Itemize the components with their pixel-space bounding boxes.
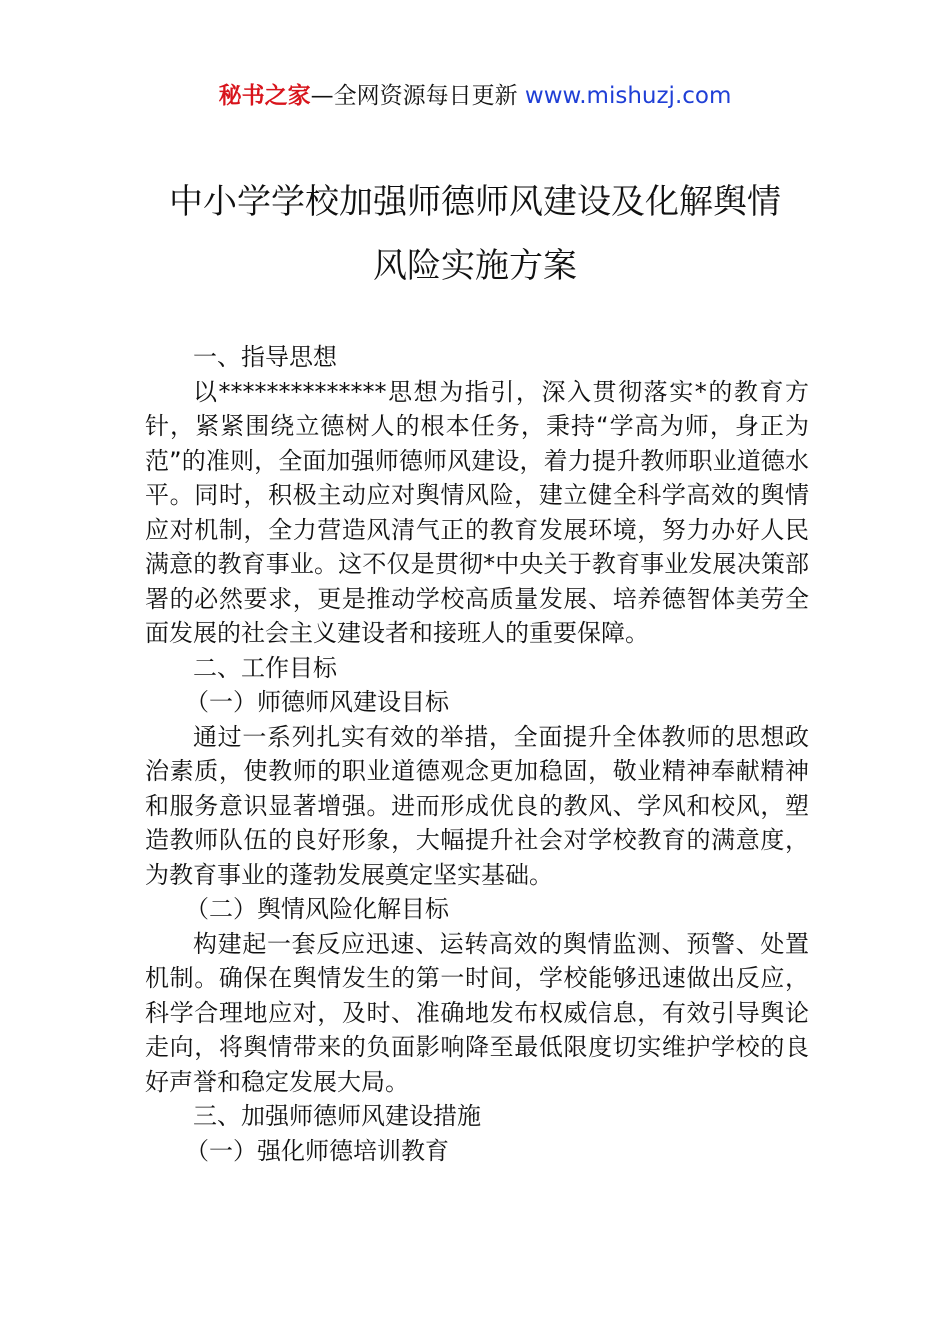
section-1-paragraph: 以**************思想为指引，深入贯彻落实*的教育方针，紧紧围绕立德树人的根本任务，秉持“学高为师，身正为范”的准则，全面加强师德师风建设，着力提升教师职业道德水平。同时，积极主动应对舆情风险，建立健全科学高效的舆情应对机制，全力营造风清气正的教育发展环境，努力办好人民满意的教育事业。这不仅是贯彻*中央关于教育事业发展决策部署的必然要求，更是推动学校高质量发展、培养德智体美劳全面发展的社会主义建设者和接班人的重要保障。 bbox=[145, 377, 809, 647]
site-tagline: —全网资源每日更新 bbox=[310, 83, 518, 109]
title-line-2: 风险实施方案 bbox=[373, 246, 577, 286]
subsection-heading-3-1: （一）强化师德培训教育 bbox=[185, 1136, 449, 1165]
title-line-1: 中小学学校加强师德师风建设及化解舆情 bbox=[169, 182, 781, 222]
document-body bbox=[145, 340, 809, 1168]
site-url-link[interactable]: www.mishuzj.com bbox=[524, 83, 732, 109]
section-heading-3: 三、加强师德师风建设措施 bbox=[193, 1102, 481, 1130]
subsection-2-1-paragraph: 通过一系列扎实有效的举措，全面提升全体教师的思想政治素质，使教师的职业道德观念更加稳固，敬业精神奉献精神和服务意识显著增强。进而形成优良的教风、学风和校风，塑造教师队伍的良好形象，大幅提升社会对学校教育的满意度，为教育事业的蓬勃发展奠定坚实基础。 bbox=[145, 722, 809, 889]
subsection-heading-2-2: （二）舆情风险化解目标 bbox=[185, 895, 449, 923]
section-heading-1: 一、指导思想 bbox=[193, 343, 337, 371]
subsection-heading-2-1: （一）师德师风建设目标 bbox=[185, 688, 449, 716]
site-header bbox=[0, 80, 950, 112]
document-title bbox=[120, 170, 830, 298]
subsection-2-2-paragraph: 构建起一套反应迅速、运转高效的舆情监测、预警、处置机制。确保在舆情发生的第一时间，学校能够迅速做出反应，科学合理地应对，及时、准确地发布权威信息，有效引导舆论走向，将舆情带来的负面影响降至最低限度切实维护学校的良好声誉和稳定发展大局。 bbox=[145, 929, 809, 1096]
site-brand: 秘书之家 bbox=[218, 83, 311, 109]
section-heading-2: 二、工作目标 bbox=[193, 653, 337, 682]
